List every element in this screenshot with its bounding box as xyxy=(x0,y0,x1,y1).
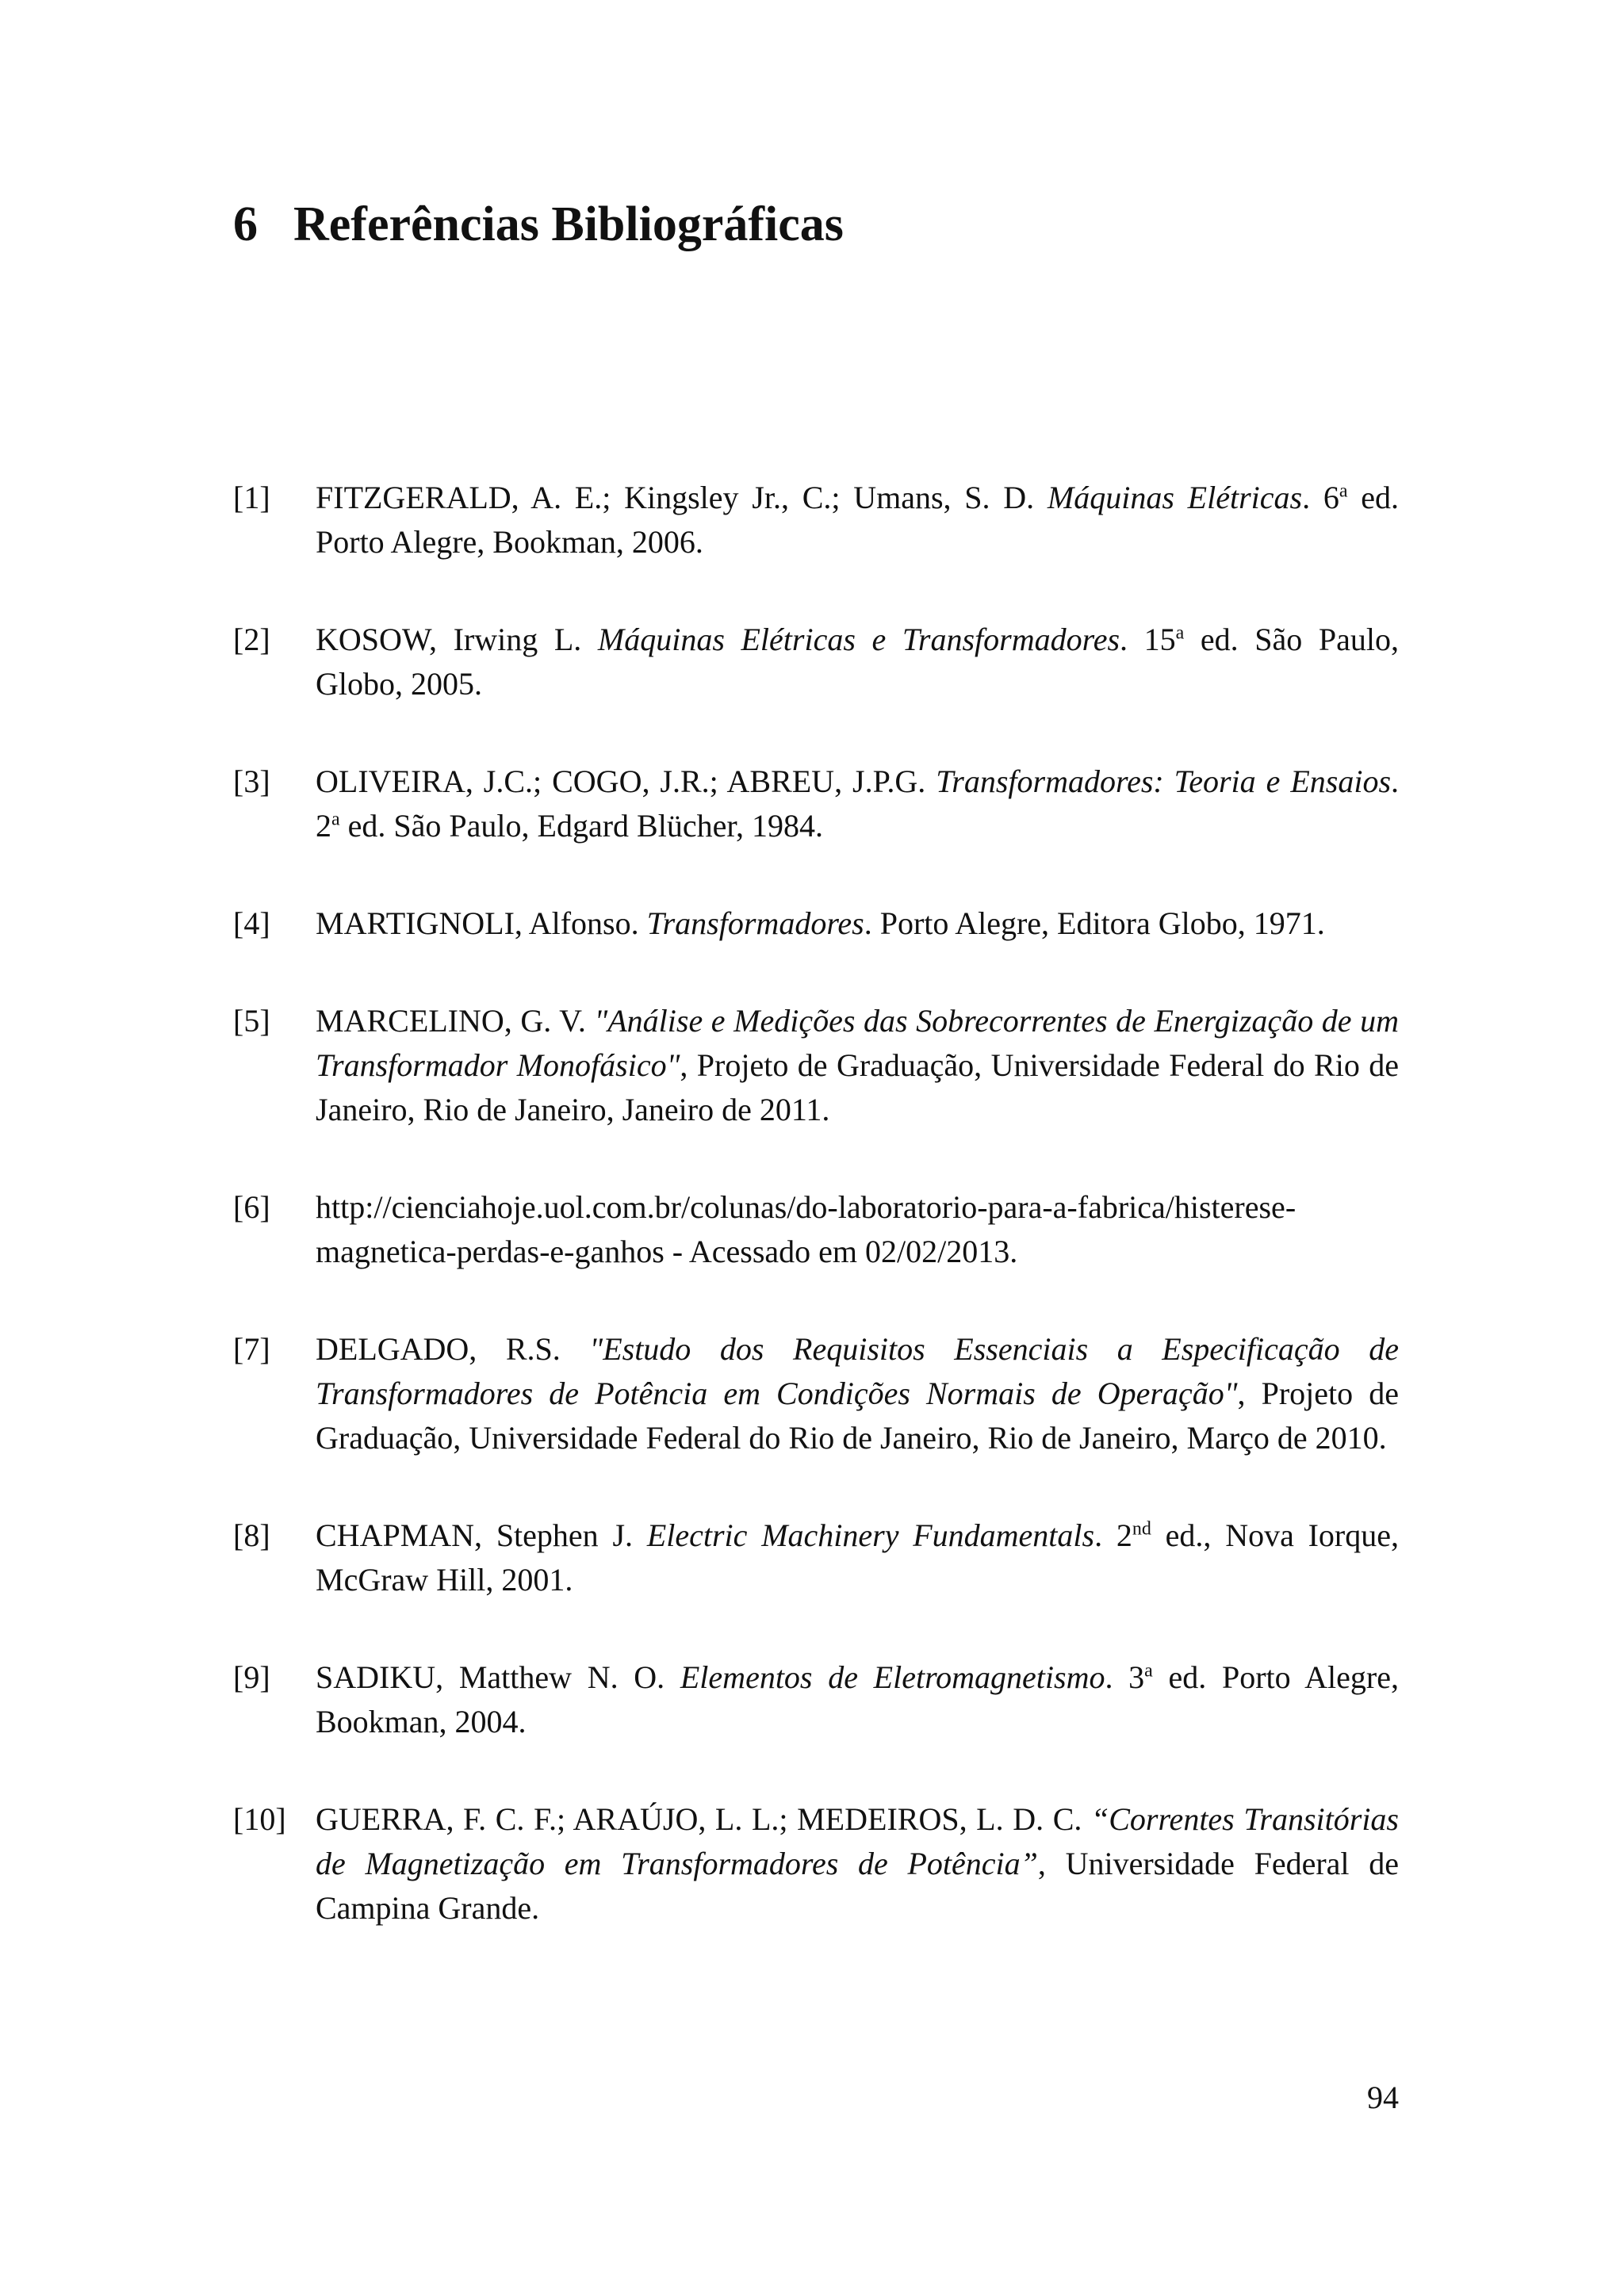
reference-title: "Análise e Medições das Sobrecorrentes de Energização de um Transformador Monofásico" xyxy=(316,1003,1400,1083)
reference-segment: ed. Porto Alegre, Bookman, 2006. xyxy=(316,480,1399,560)
reference-index: [7] xyxy=(233,1331,270,1367)
reference-segment: . 2 xyxy=(316,763,1400,844)
reference-segment: KOSOW, Irwing L. xyxy=(316,622,598,657)
page-number: 94 xyxy=(1367,2080,1399,2115)
reference-list xyxy=(233,476,1399,1984)
reference-segment: . 2 xyxy=(1094,1517,1132,1553)
reference-title: Máquinas Elétricas e Transformadores xyxy=(597,622,1120,657)
reference-text xyxy=(316,1797,1399,1931)
reference-segment: ed. São Paulo, Globo, 2005. xyxy=(316,622,1399,702)
reference-text xyxy=(316,476,1399,564)
reference-text xyxy=(316,1327,1399,1460)
reference-index: [8] xyxy=(233,1517,270,1553)
reference-segment: . Porto Alegre, Editora Globo, 1971. xyxy=(864,905,1325,941)
reference-index: [5] xyxy=(233,1003,270,1039)
reference-index: [3] xyxy=(233,763,270,799)
reference-item xyxy=(233,1513,1399,1602)
reference-segment: ed., Nova Iorque, McGraw Hill, 2001. xyxy=(316,1517,1400,1598)
reference-segment: http://cienciahoje.uol.com.br/colunas/do-laboratorio-para-a-fabrica/histerese-magnetica-perdas-e-ganhos - Acessado em 02/02/2013. xyxy=(316,1189,1297,1269)
superscript-text: nd xyxy=(1132,1518,1151,1540)
reference-segment: ed. Porto Alegre, Bookman, 2004. xyxy=(316,1659,1399,1739)
reference-text xyxy=(316,999,1399,1132)
reference-segment: . 15 xyxy=(1120,622,1176,657)
reference-segment: OLIVEIRA, J.C.; COGO, J.R.; ABREU, J.P.G. xyxy=(316,763,936,799)
reference-index: [4] xyxy=(233,905,270,941)
superscript-text: a xyxy=(331,809,340,830)
superscript-text: a xyxy=(1175,622,1185,644)
reference-item xyxy=(233,1327,1399,1460)
chapter-title: Referências Bibliográficas xyxy=(293,197,844,251)
reference-title: Transformadores xyxy=(646,905,864,941)
reference-segment: GUERRA, F. C. F.; ARAÚJO, L. L.; MEDEIROS, L. D. C. xyxy=(316,1801,1091,1837)
reference-text xyxy=(316,901,1399,946)
chapter-heading xyxy=(233,189,844,260)
reference-segment: SADIKU, Matthew N. O. xyxy=(316,1659,680,1695)
superscript-text: a xyxy=(1339,480,1348,502)
reference-item xyxy=(233,476,1399,564)
reference-segment: . 3 xyxy=(1105,1659,1145,1695)
reference-text xyxy=(316,618,1399,706)
reference-title: Transformadores: Teoria e Ensaios xyxy=(936,763,1392,799)
reference-text xyxy=(316,1513,1399,1602)
reference-segment: , Projeto de Graduação, Universidade Federal do Rio de Janeiro, Rio de Janeiro, Março de 2010. xyxy=(316,1376,1399,1456)
reference-item xyxy=(233,760,1399,848)
reference-index: [2] xyxy=(233,622,270,657)
reference-item xyxy=(233,901,1399,946)
reference-segment: ed. São Paulo, Edgard Blücher, 1984. xyxy=(339,808,824,844)
reference-text xyxy=(316,760,1399,848)
reference-item xyxy=(233,1797,1399,1931)
reference-segment: DELGADO, R.S. xyxy=(316,1331,590,1367)
reference-item xyxy=(233,1655,1399,1744)
reference-index: [6] xyxy=(233,1189,270,1225)
reference-text xyxy=(316,1185,1399,1274)
reference-title: "Estudo dos Requisitos Essenciais a Especificação de Transformadores de Potência em Condições Normais de Operação" xyxy=(316,1331,1399,1411)
reference-title: Elementos de Eletromagnetismo xyxy=(680,1659,1105,1695)
reference-index: [9] xyxy=(233,1659,270,1695)
reference-segment: , Projeto de Graduação, Universidade Federal do Rio de Janeiro, Rio de Janeiro, Janeiro de 2011. xyxy=(316,1047,1399,1127)
reference-segment: FITZGERALD, A. E.; Kingsley Jr., C.; Umans, S. D. xyxy=(316,480,1048,515)
reference-index: [10] xyxy=(233,1801,286,1837)
chapter-number: 6 xyxy=(233,197,258,251)
reference-segment: CHAPMAN, Stephen J. xyxy=(316,1517,647,1553)
reference-item xyxy=(233,1185,1399,1274)
superscript-text: a xyxy=(1144,1660,1153,1682)
reference-title: Electric Machinery Fundamentals xyxy=(646,1517,1095,1553)
reference-title: “Correntes Transitórias de Magnetização em Transformadores de Potência” xyxy=(316,1801,1399,1881)
reference-item xyxy=(233,618,1399,706)
reference-index: [1] xyxy=(233,480,270,515)
reference-title: Máquinas Elétricas xyxy=(1047,480,1303,515)
reference-segment: . 6 xyxy=(1302,480,1339,515)
reference-segment: MARCELINO, G. V. xyxy=(316,1003,595,1039)
reference-segment: , Universidade Federal de Campina Grande. xyxy=(316,1846,1399,1926)
reference-segment: MARTIGNOLI, Alfonso. xyxy=(316,905,647,941)
reference-item xyxy=(233,999,1399,1132)
reference-text xyxy=(316,1655,1399,1744)
